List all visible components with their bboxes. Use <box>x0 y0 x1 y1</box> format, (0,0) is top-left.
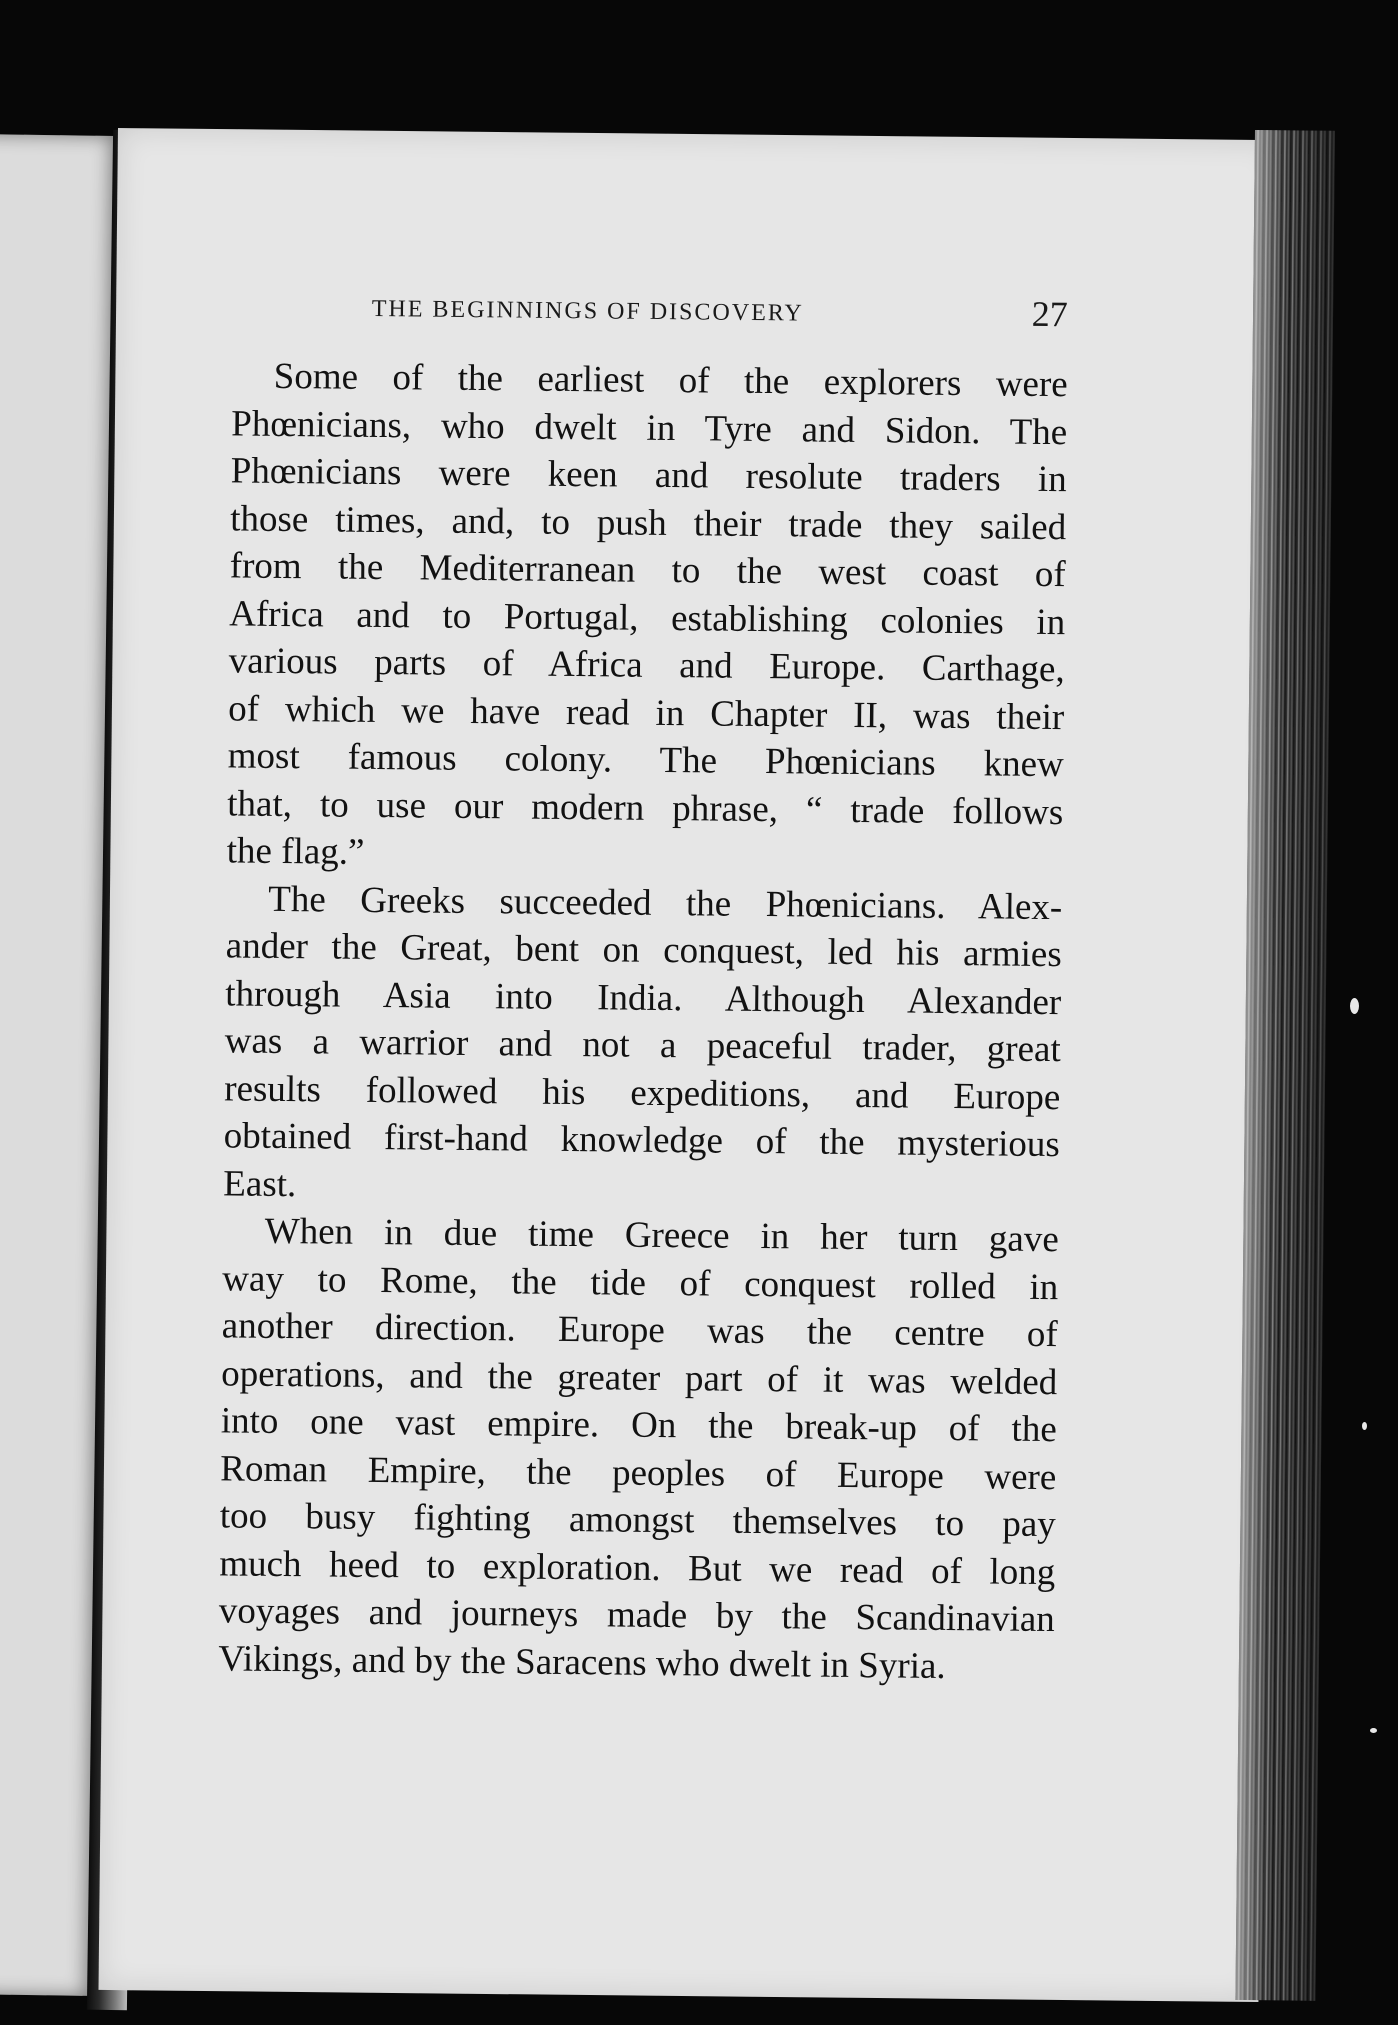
text-line: way to Rome, the tide of conquest rolled in <box>222 1257 1059 1308</box>
text-line: into one vast empire. On the break-up of the <box>220 1400 1057 1451</box>
paragraph <box>181 874 1062 1216</box>
page-number: 27 <box>1031 293 1069 335</box>
text-line: operations, and the greater part of it was welded <box>221 1352 1058 1403</box>
text-line: another direction. Europe was the centre of <box>221 1305 1058 1356</box>
text-line: of which we have read in Chapter II, was their <box>228 687 1065 738</box>
running-head: THE BEGINNINGS OF DISCOVERY <box>371 295 804 327</box>
page-header <box>372 292 1072 339</box>
paragraph <box>176 1207 1059 1691</box>
text-line: too busy fighting amongst themselves to pay <box>219 1495 1056 1546</box>
text-line: those times, and, to push their trade they sailed <box>230 497 1067 548</box>
text-line: voyages and journeys made by the Scandinavian <box>218 1590 1055 1641</box>
paragraph <box>185 352 1068 884</box>
text-line: The Greeks succeeded the Phœnicians. Alex- <box>268 878 1063 928</box>
text-line: Roman Empire, the peoples of Europe were <box>220 1447 1057 1498</box>
text-line: Vikings, and by the Saracens who dwelt in Syria. <box>218 1637 946 1687</box>
text-line: the flag.” <box>226 830 365 873</box>
text-line: most famous colony. The Phœnicians knew <box>227 735 1064 786</box>
text-line: Africa and to Portugal, establishing colonies in <box>229 592 1066 643</box>
edge-speck <box>1362 1422 1367 1430</box>
text-line: through Asia into India. Although Alexander <box>225 972 1062 1023</box>
text-line: ander the Great, bent on conquest, led his armies <box>225 925 1062 976</box>
text-line: various parts of Africa and Europe. Carthage, <box>228 640 1065 691</box>
body-text <box>176 352 1068 1691</box>
edge-speck <box>1370 1728 1377 1733</box>
text-line: from the Mediterranean to the west coast of <box>229 545 1066 596</box>
text-line: Phœnicians, who dwelt in Tyre and Sidon. The <box>231 402 1068 453</box>
text-line: Phœnicians were keen and resolute traders in <box>230 450 1067 501</box>
text-line: much heed to exploration. But we read of long <box>219 1542 1056 1593</box>
edge-speck <box>1350 998 1359 1014</box>
text-line: When in due time Greece in her turn gave <box>264 1210 1059 1261</box>
text-line: East. <box>223 1162 297 1205</box>
text-line: results followed his expeditions, and Europe <box>224 1067 1061 1118</box>
text-line: obtained first-hand knowledge of the mysterious <box>223 1115 1060 1166</box>
text-line: was a warrior and not a peaceful trader, great <box>224 1020 1061 1071</box>
text-line: Some of the earliest of the explorers were <box>273 355 1068 406</box>
text-line: that, to use our modern phrase, “ trade follows <box>227 782 1064 833</box>
